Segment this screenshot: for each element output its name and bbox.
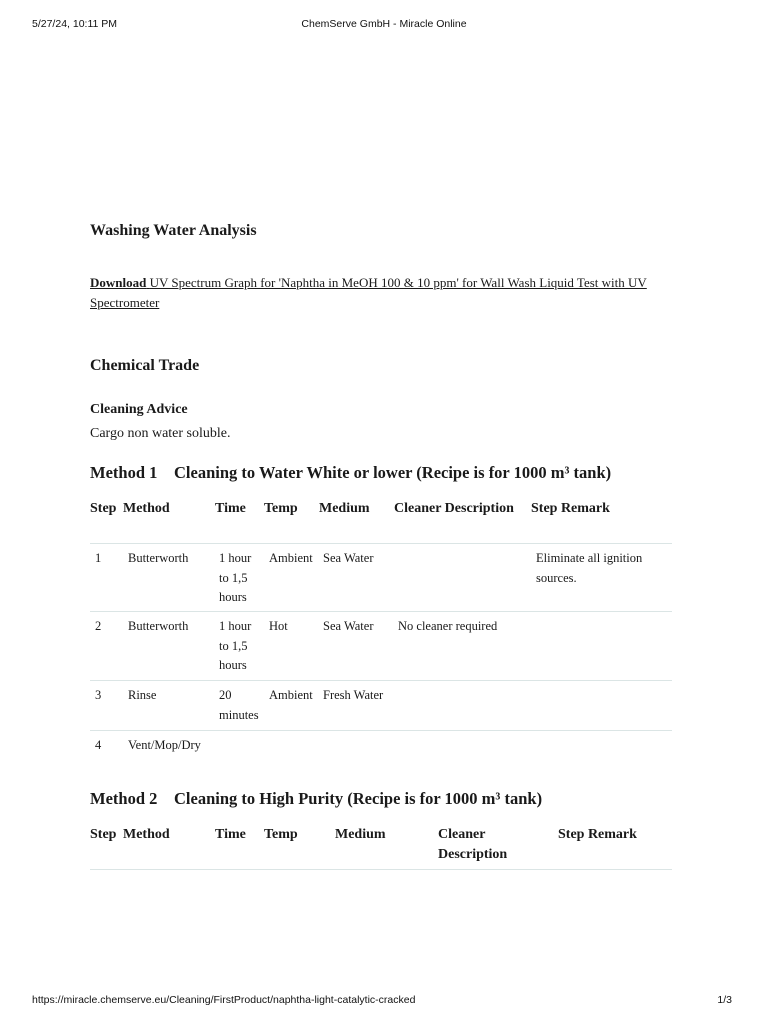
col-step: Step (90, 501, 117, 516)
col-temp: Temp (264, 827, 298, 842)
cell-medium: Sea Water (323, 551, 374, 565)
cell-temp: Ambient (269, 688, 313, 702)
col-cleaner-description: Cleaner Description (394, 501, 514, 516)
method-1-label: Method 1 (90, 463, 158, 482)
cell-method: Rinse (128, 688, 157, 702)
cell-time-line: hours (219, 658, 247, 672)
method-2-label: Method 2 (90, 789, 158, 808)
cell-step: 4 (95, 738, 102, 752)
method-2-heading (90, 789, 542, 809)
method-2-title: Cleaning to High Purity (Recipe is for 1000 m³ tank) (174, 789, 543, 808)
method-1-heading (90, 463, 611, 483)
col-cleaner (438, 825, 507, 865)
col-step: Step (90, 827, 117, 842)
table-divider (90, 869, 672, 870)
cell-medium: Fresh Water (323, 688, 384, 702)
print-datetime: 5/27/24, 10:11 PM (32, 18, 118, 30)
cell-remark (536, 549, 672, 588)
table-row (90, 611, 672, 681)
col-cleaner-line: Cleaner (438, 827, 486, 842)
cell-time (219, 617, 263, 676)
table-row (90, 730, 672, 761)
download-paragraph (90, 273, 672, 313)
cell-remark-line: Eliminate all ignition (536, 551, 643, 565)
method-2-table-header (90, 825, 672, 865)
cell-time-line: to 1,5 (219, 570, 248, 585)
method-1-table-header (90, 499, 672, 519)
cell-time-line: 1 hour (219, 619, 252, 633)
cell-method: Butterworth (128, 551, 189, 565)
cell-method: Vent/Mop/Dry (128, 738, 201, 752)
cell-time-line: hours (219, 590, 247, 604)
cell-temp: Hot (269, 619, 288, 633)
col-method: Method (123, 827, 170, 842)
cell-cleaner: No cleaner required (398, 619, 498, 633)
cleaning-advice-heading: Cleaning Advice (90, 402, 188, 417)
cell-time-line: to 1,5 (219, 638, 248, 653)
cell-temp: Ambient (269, 551, 313, 565)
download-link-text: UV Spectrum Graph for 'Naphtha in MeOH 100 & 10 ppm' for Wall Wash Liquid Test with UV Spectrometer (90, 275, 647, 310)
col-medium: Medium (319, 501, 370, 516)
cell-method: Butterworth (128, 619, 189, 633)
cell-step: 2 (95, 619, 102, 633)
cell-time-line: minutes (219, 707, 259, 722)
print-page-title: ChemServe GmbH - Miracle Online (301, 18, 467, 30)
col-step-remark: Step Remark (531, 501, 610, 516)
print-page-number: 1/3 (717, 994, 732, 1006)
cell-time-line: 1 hour (219, 551, 252, 565)
col-cleaner-line: Description (438, 847, 508, 862)
table-row (90, 680, 672, 731)
col-step-remark: Step Remark (558, 827, 637, 842)
col-time: Time (215, 501, 246, 516)
cell-time-line: 20 (219, 688, 232, 702)
cell-medium: Sea Water (323, 619, 374, 633)
col-medium: Medium (335, 827, 386, 842)
col-temp: Temp (264, 501, 298, 516)
cell-step: 3 (95, 688, 102, 702)
cell-step: 1 (95, 551, 102, 565)
download-label: Download (90, 275, 147, 290)
col-time: Time (215, 827, 246, 842)
method-1-title: Cleaning to Water White or lower (Recipe is for 1000 m³ tank) (174, 463, 612, 482)
washing-water-heading: Washing Water Analysis (90, 222, 257, 239)
cell-time (219, 686, 263, 725)
cell-time (219, 549, 263, 608)
cleaning-advice-text: Cargo non water soluble. (90, 426, 231, 441)
chemical-trade-heading: Chemical Trade (90, 357, 200, 374)
col-method: Method (123, 501, 170, 516)
table-row (90, 543, 672, 612)
print-url: https://miracle.chemserve.eu/Cleaning/FirstProduct/naphtha-light-catalytic-cracked (32, 994, 416, 1006)
cell-remark-line: sources. (536, 570, 577, 585)
download-link[interactable] (90, 275, 647, 310)
